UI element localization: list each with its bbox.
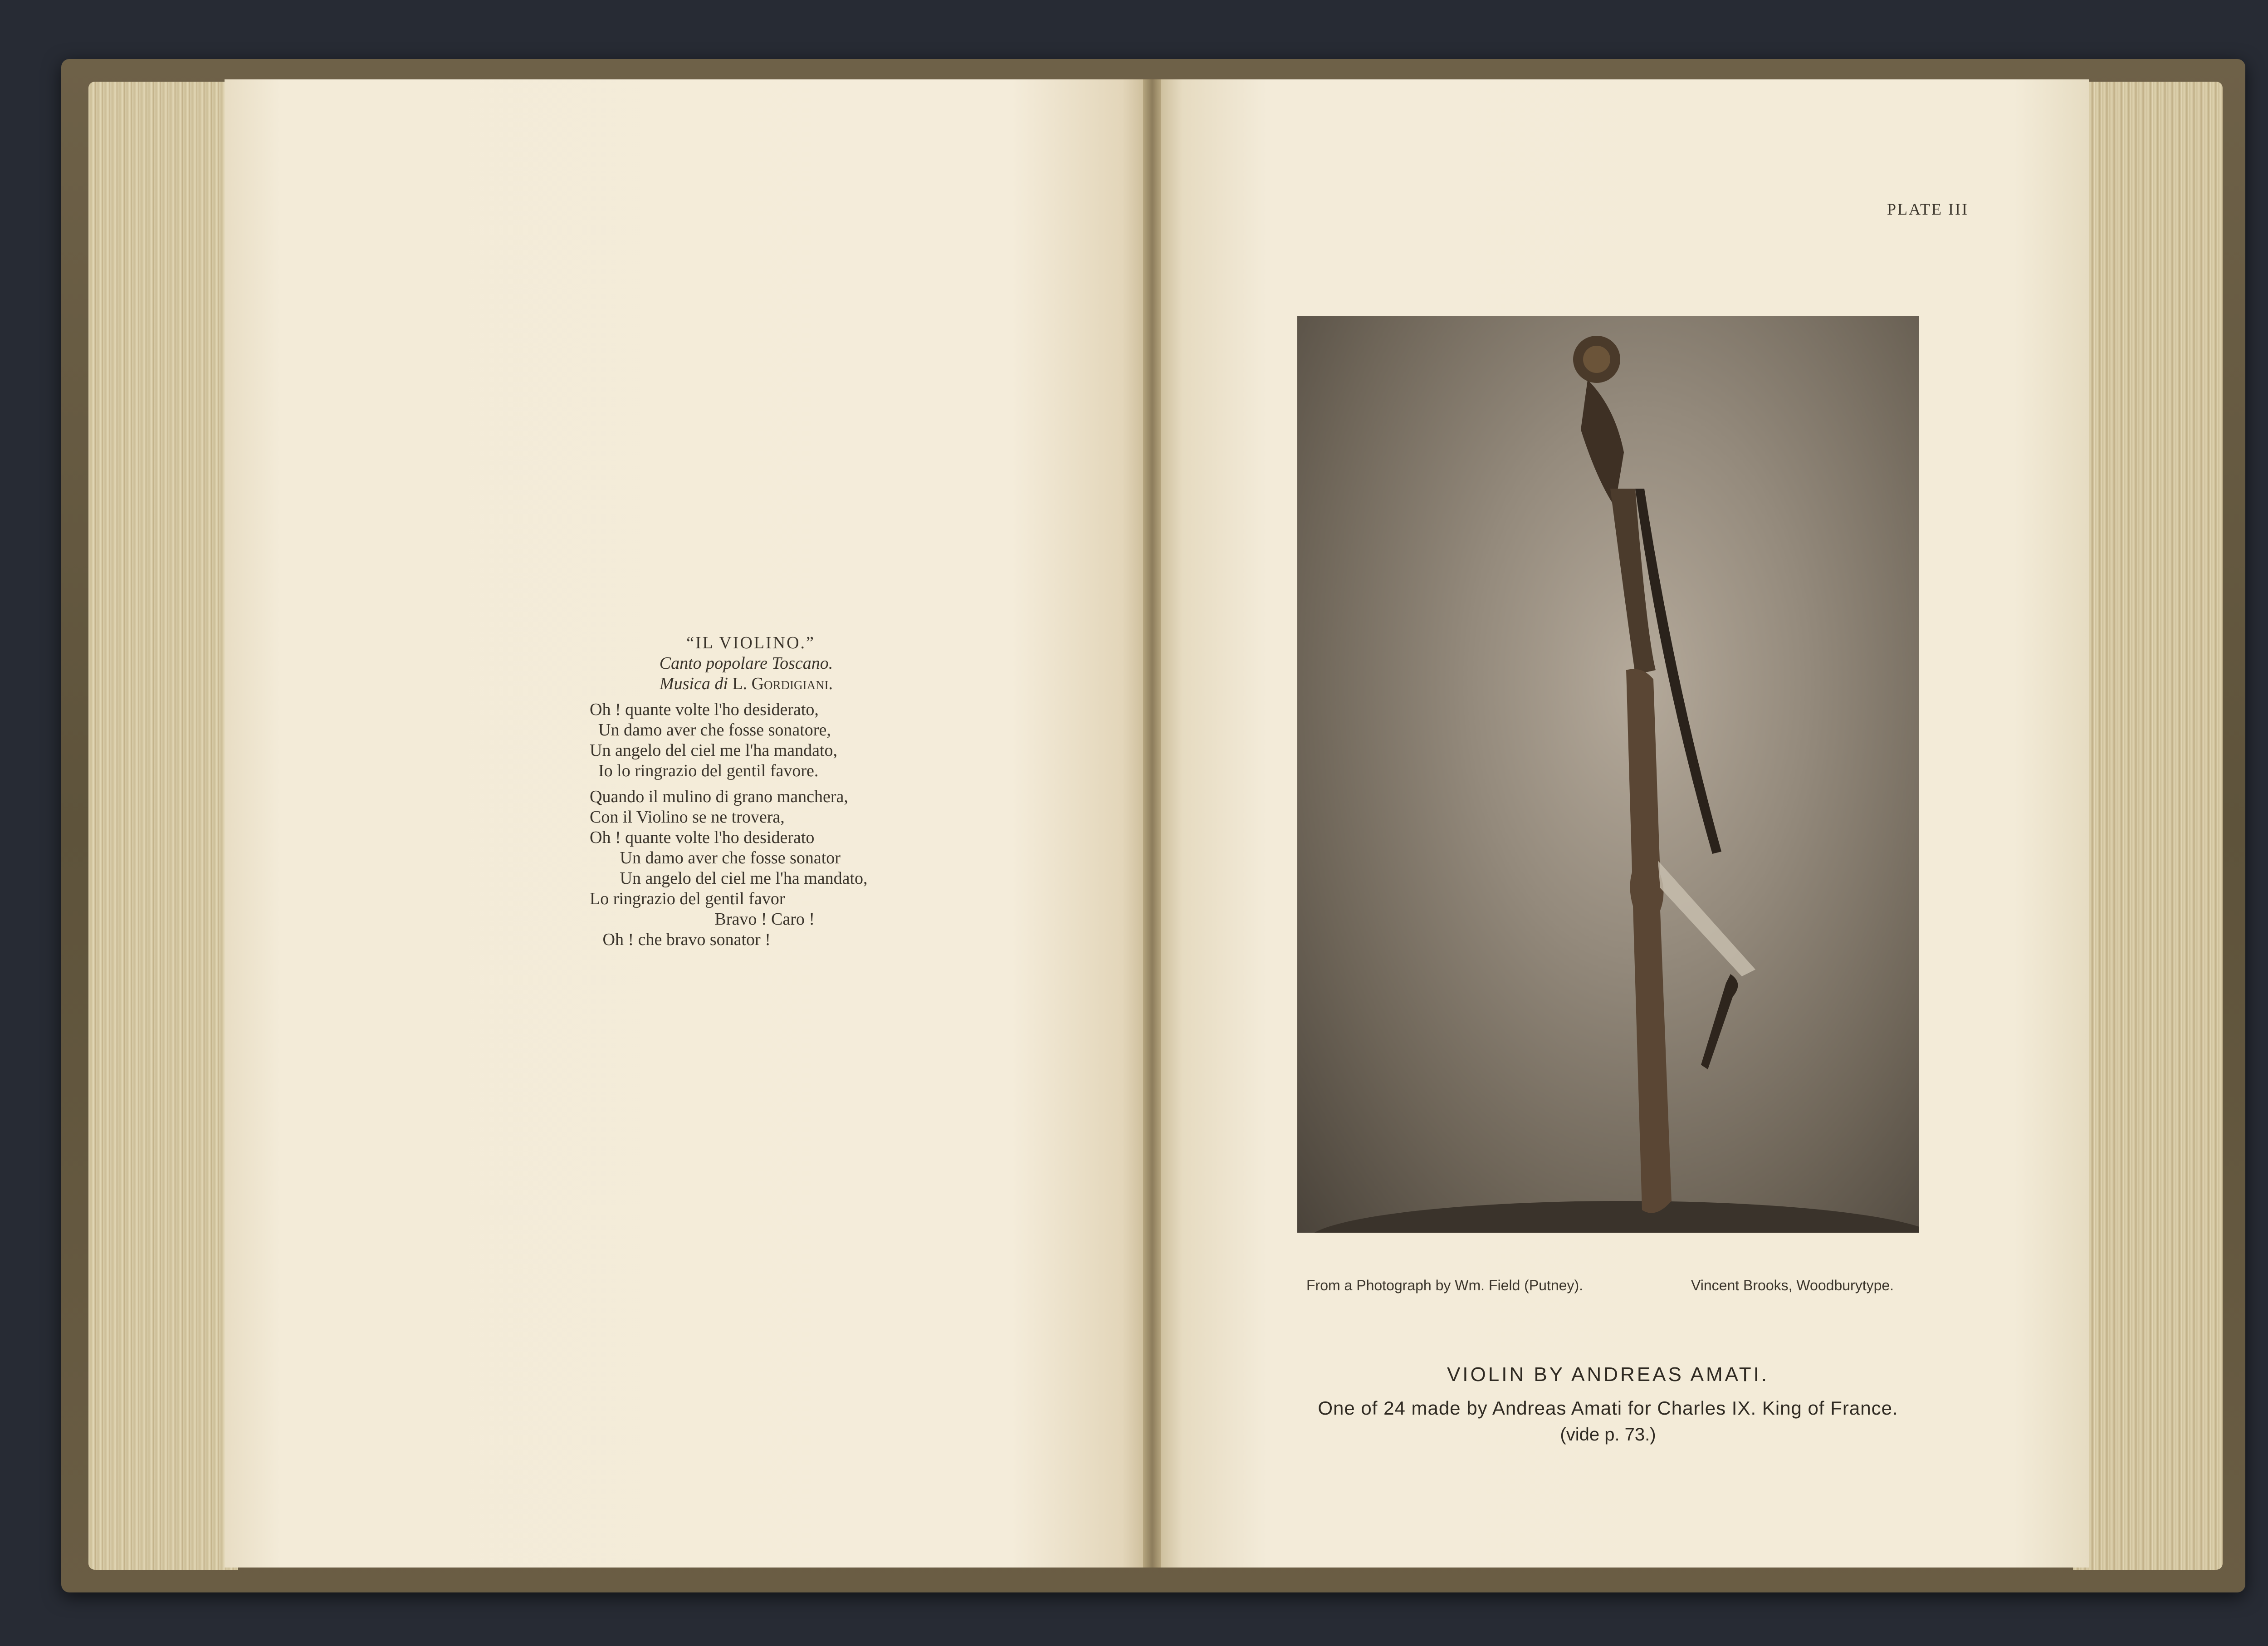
poem-title: “IL VIOLINO.” [686, 633, 815, 652]
plate-label: PLATE III [1887, 200, 1969, 218]
poem-line: Un damo aver che fosse sonator [590, 848, 841, 867]
print-credit: Vincent Brooks, Woodburytype. [1691, 1277, 1894, 1293]
violin-pegbox [1581, 380, 1624, 507]
poem-stanza-1 [590, 700, 953, 781]
violin-bridge [1658, 861, 1755, 976]
book-gutter [1143, 79, 1161, 1568]
poem-line: Bravo ! Caro ! [590, 910, 815, 929]
poem-composer-line [540, 674, 953, 694]
poem-subtitle: Canto popolare Toscano. [659, 654, 833, 673]
violin-image [1297, 316, 1919, 1233]
poem-line: Io lo ringrazio del gentil favore. [590, 761, 819, 780]
poem-line: Un angelo del ciel me l'ha mandato, [590, 869, 868, 888]
violin-body [1626, 669, 1672, 1213]
poem-stanza-2 [590, 787, 953, 950]
poem-block [590, 633, 953, 950]
page-edges-right [2073, 82, 2223, 1570]
plate-title: VIOLIN BY ANDREAS AMATI. [1447, 1363, 1769, 1386]
poem-line: Oh ! quante volte l'ho desiderato [590, 828, 815, 847]
plate-reference: (vide p. 73.) [1560, 1425, 1656, 1445]
poem-line: Oh ! quante volte l'ho desiderato, [590, 700, 819, 719]
page-edges-left [88, 82, 238, 1570]
table-surface [1306, 1201, 1919, 1233]
poem-line: Un angelo del ciel me l'ha mandato, [590, 741, 838, 760]
plate-description: One of 24 made by Andreas Amati for Charles IX. King of France. [1318, 1397, 1898, 1419]
poem-line: Con il Violino se ne trovera, [590, 808, 785, 827]
photo-credit: From a Photograph by Wm. Field (Putney). [1306, 1277, 1583, 1293]
composer-name: Gordigiani. [751, 674, 833, 693]
violin-tailpiece [1701, 974, 1738, 1069]
poem-line: Un damo aver che fosse sonatore, [590, 720, 831, 740]
composer-initial: L. [732, 674, 748, 693]
poem-line: Lo ringrazio del gentil favor [590, 889, 785, 908]
poem-line: Quando il mulino di grano manchera, [590, 787, 848, 806]
music-prefix: Musica di [659, 674, 728, 693]
violin-photograph [1297, 316, 1919, 1233]
poem-line: Oh ! che bravo sonator ! [590, 930, 771, 949]
violin-neck [1610, 489, 1656, 675]
